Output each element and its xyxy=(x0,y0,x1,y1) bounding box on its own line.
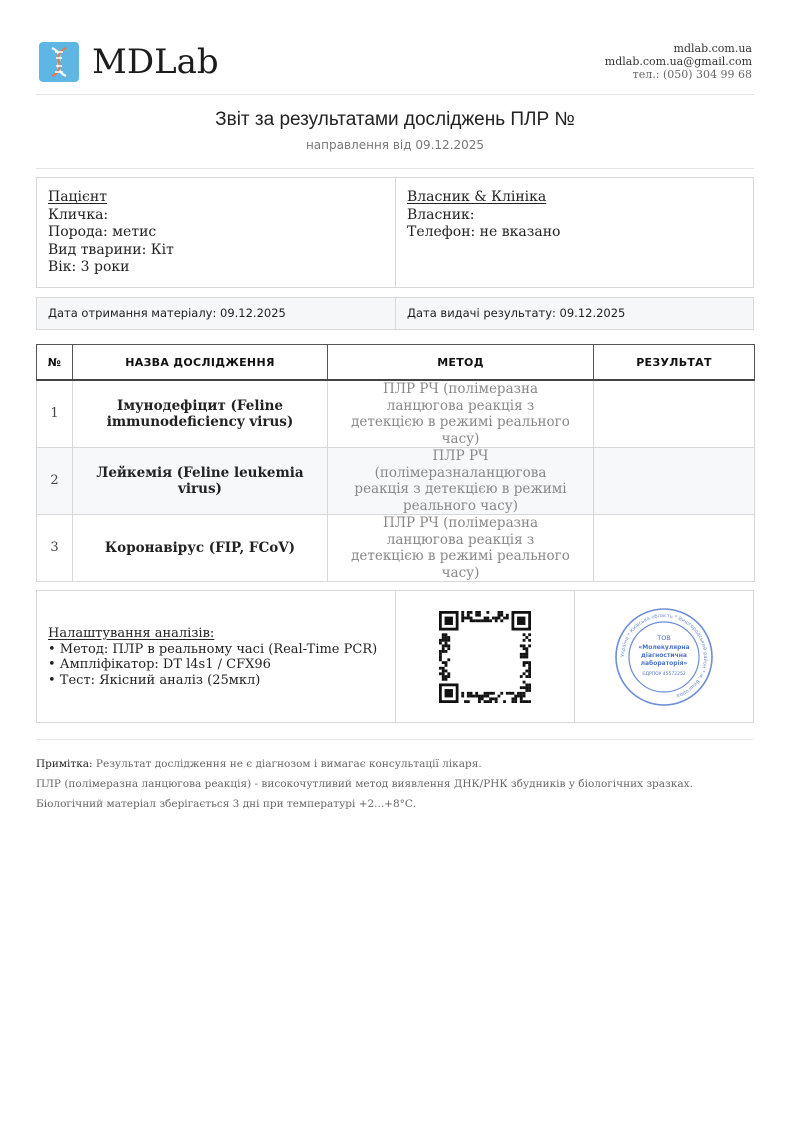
column-header-name: НАЗВА ДОСЛІДЖЕННЯ xyxy=(73,345,328,381)
column-header-number: № xyxy=(37,345,73,381)
table-row xyxy=(37,515,755,582)
qr-code-cell xyxy=(396,591,575,722)
contact-info xyxy=(605,42,752,81)
stamp-line-2: «Молекулярна xyxy=(638,644,690,651)
website-link[interactable]: mdlab.com.ua xyxy=(673,42,752,55)
brand-name: MDLab xyxy=(92,42,219,82)
table-row xyxy=(37,448,755,515)
header xyxy=(36,36,754,95)
note-text: Результат дослідження не є діагнозом і вимагає консультації лікаря. xyxy=(92,758,482,770)
phone-number: тел.: (050) 304 99 68 xyxy=(632,68,752,81)
note-line-2: ПЛР (полімеразна ланцюгова реакція) - високочутливий метод виявлення ДНК/РНК збудників у біологічних зразках. xyxy=(36,778,693,790)
stamp-code: ЄДРПОУ 45572252 xyxy=(642,672,686,677)
settings-method: • Метод: ПЛР в реальному часі (Real-Time PCR) xyxy=(48,641,378,657)
settings-heading: Налаштування аналізів: xyxy=(48,626,215,641)
patient-species: Вид тварини: Кіт xyxy=(48,241,174,258)
report-subtitle: направлення від 09.12.2025 xyxy=(305,138,485,152)
lab-stamp-seal xyxy=(614,607,714,707)
settings-amplifier: • Ампліфікатор: DT l4s1 / CFX96 xyxy=(48,657,271,672)
row-number: 3 xyxy=(37,515,73,582)
patient-section xyxy=(37,178,396,287)
test-name: Коронавірус (FIP, FCoV) xyxy=(73,515,328,582)
stamp-line-1: ТОВ xyxy=(657,634,671,642)
qr-code xyxy=(439,611,531,703)
test-result xyxy=(594,515,755,582)
test-method: ПЛР РЧ (полімеразна ланцюгова реакція з детекцією в режимі реального часу) xyxy=(328,380,594,448)
owner-phone: Телефон: не вказано xyxy=(407,224,561,240)
settings-qr-stamp-box xyxy=(36,590,754,723)
column-header-result: РЕЗУЛЬТАТ xyxy=(594,345,755,381)
owner-section xyxy=(396,178,753,287)
notes-section xyxy=(36,739,754,814)
test-result xyxy=(594,448,755,515)
settings-test: • Тест: Якісний аналіз (25мкл) xyxy=(48,672,261,688)
date-received: Дата отримання матеріалу: 09.12.2025 xyxy=(37,298,396,329)
test-name: Лейкемія (Feline leukemia virus) xyxy=(73,448,328,515)
tests-table xyxy=(36,344,755,582)
note-label: Примітка: xyxy=(36,758,93,770)
row-number: 2 xyxy=(37,448,73,515)
patient-owner-box xyxy=(36,177,754,288)
note-line-3: Біологічний матеріал зберігається 3 дні при температурі +2...+8°C. xyxy=(36,798,416,810)
note-line-1 xyxy=(36,754,754,774)
stamp-cell xyxy=(575,591,753,722)
patient-nickname: Кличка: xyxy=(48,206,109,223)
test-result xyxy=(594,380,755,448)
row-number: 1 xyxy=(37,380,73,448)
stamp-ring-text: Україна * Київська область * Вишгородський район * м. Вишгород xyxy=(619,612,709,699)
test-name: Імунодефіцит (Feline immunodeficiency virus) xyxy=(73,380,328,448)
stamp-line-3: діагностична xyxy=(641,652,687,659)
analysis-settings xyxy=(37,591,396,722)
patient-age: Вік: 3 роки xyxy=(48,259,130,275)
patient-breed: Порода: метис xyxy=(48,224,157,240)
test-method: ПЛР РЧ (полімеразналанцюгова реакція з детекцією в режимі реального часу) xyxy=(328,448,594,515)
table-header-row xyxy=(37,345,755,381)
email-link[interactable]: mdlab.com.ua@gmail.com xyxy=(604,55,752,68)
owner-heading: Власник & Клініка xyxy=(407,189,547,205)
report-title: Звіт за результатами досліджень ПЛР № xyxy=(215,109,575,130)
dna-logo-icon xyxy=(39,42,79,82)
date-issued: Дата видачі результату: 09.12.2025 xyxy=(407,306,626,320)
stamp-line-4: лабораторія» xyxy=(640,660,688,667)
report-title-block xyxy=(36,96,754,169)
column-header-method: МЕТОД xyxy=(328,345,594,381)
dates-box xyxy=(36,297,754,330)
test-method: ПЛР РЧ (полімеразна ланцюгова реакція з детекцією в режимі реального часу) xyxy=(328,515,594,582)
patient-heading: Пацієнт xyxy=(48,189,107,205)
table-row xyxy=(37,380,755,448)
owner-name: Власник: xyxy=(407,206,475,223)
